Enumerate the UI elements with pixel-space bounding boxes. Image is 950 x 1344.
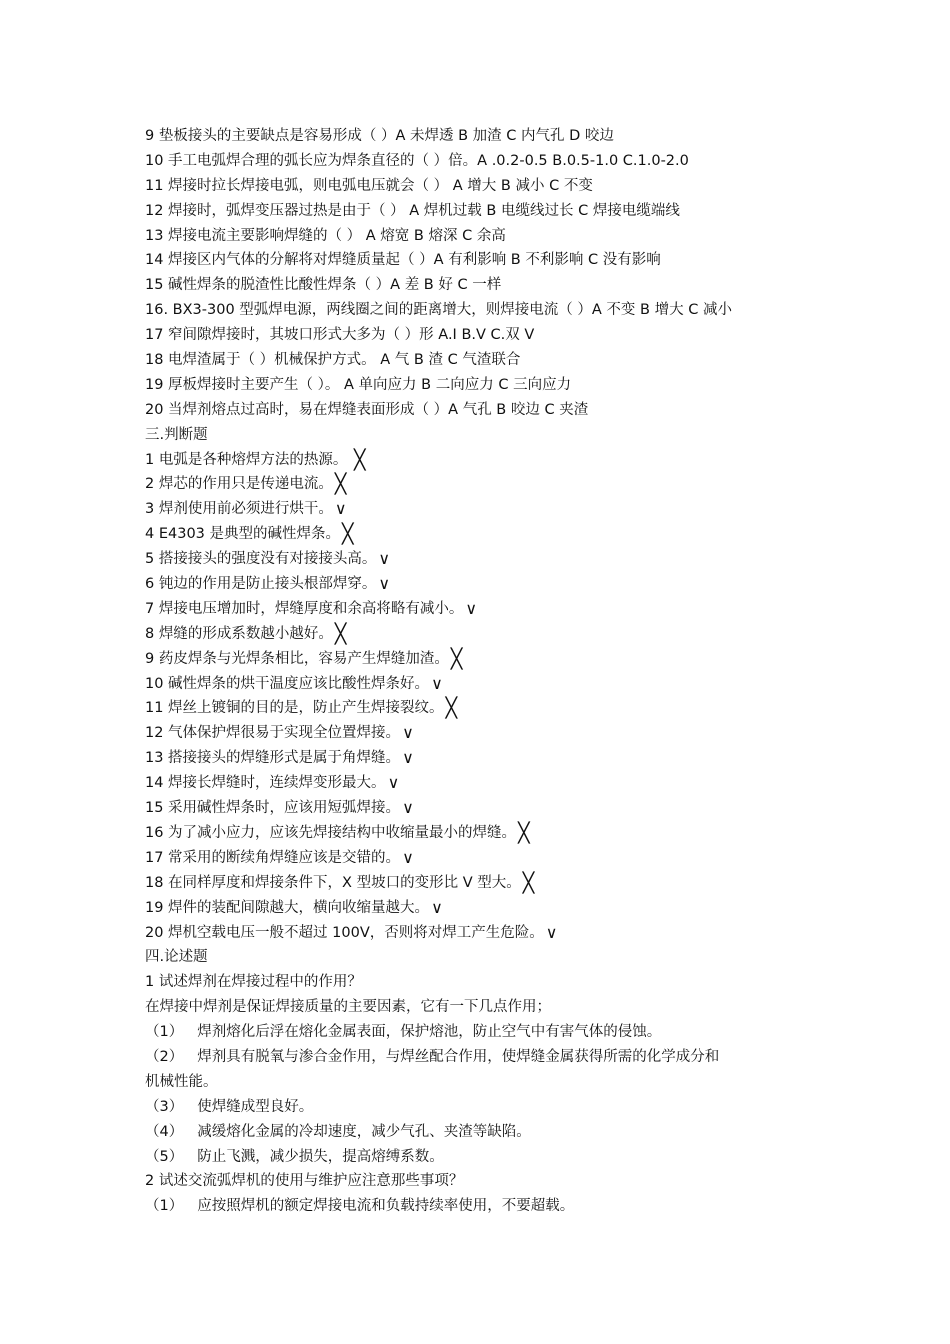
item-text: 焊剂使用前必须进行烘干。 — [154, 501, 333, 518]
check-mark-icon: ∨ — [545, 922, 558, 942]
item-number: 19 — [145, 899, 164, 916]
item-number: 20 — [145, 924, 164, 941]
point-text: 应按照焊机的额定焊接电流和负载持续率使用，不要超载。 — [197, 1198, 575, 1215]
item-number: 1 — [145, 451, 155, 468]
point-text: 焊剂熔化后浮在熔化金属表面，保护熔池，防止空气中有害气体的侵蚀。 — [197, 1024, 662, 1041]
choice-question-12 — [145, 199, 815, 224]
item-text: 搭接接头的强度没有对接接头高。 — [154, 551, 377, 568]
item-number: 15 — [145, 800, 164, 817]
item-text: 搭接接头的焊缝形式是属于角焊缝。 — [163, 750, 401, 767]
item-number: 17 — [145, 849, 164, 866]
choice-question-19 — [145, 373, 815, 398]
item-text: E4303 是典型的碱性焊条。 — [154, 526, 341, 543]
judgement-section-heading: 三.判断题 — [145, 426, 208, 443]
question-text: 手工电弧焊合理的弧长应为焊条直径的（ ）倍。A .0.2-0.5 B.0.5-1.0 C.1.0-2.0 — [163, 152, 689, 169]
question-number: 19 — [145, 376, 164, 393]
question-number: 10 — [145, 152, 164, 169]
question-text: 垫板接头的主要缺点是容易形成（ ）A 未焊透 B 加渣 C 内气孔 D 咬边 — [154, 128, 614, 144]
judgement-item-19 — [145, 896, 815, 921]
point-label: （4） — [145, 1123, 184, 1140]
item-text: 焊丝上镀铜的目的是，防止产生焊接裂纹。 — [163, 700, 444, 717]
essay-answer-point-3 — [145, 1095, 815, 1120]
cross-mark-icon: ╳ — [342, 523, 354, 546]
cross-mark-icon: ╳ — [445, 697, 458, 720]
question-number: 13 — [145, 227, 164, 244]
cross-mark-icon: ╳ — [353, 448, 366, 471]
judgement-item-13 — [145, 746, 815, 771]
item-text: 气体保护焊很易于实现全位置焊接。 — [163, 725, 401, 742]
document-content — [145, 124, 815, 1219]
essay-answer-intro: 在焊接中焊剂是保证焊接质量的主要因素，它有一下几点作用； — [145, 999, 551, 1016]
item-text: 焊机空载电压一般不超过 100V，否则将对焊工产生危险。 — [163, 924, 544, 941]
judgement-item-5 — [145, 547, 815, 572]
choice-question-14 — [145, 248, 815, 273]
point-text: 减缓熔化金属的冷却速度，减少气孔、夹渣等缺陷。 — [197, 1123, 531, 1140]
item-number: 13 — [145, 750, 164, 767]
check-mark-icon: ∨ — [465, 598, 478, 618]
judgement-item-12 — [145, 721, 815, 746]
item-text: 常采用的断续角焊缝应该是交错的。 — [163, 849, 401, 866]
item-text: 采用碱性焊条时，应该用短弧焊接。 — [163, 800, 401, 817]
check-mark-icon: ∨ — [431, 673, 443, 693]
question-text: 焊接电流主要影响焊缝的（ ） A 熔宽 B 熔深 C 余高 — [163, 227, 506, 244]
cross-mark-icon: ╳ — [334, 622, 347, 645]
item-text: 药皮焊条与光焊条相比，容易产生焊缝加渣。 — [154, 650, 449, 667]
judgement-item-8 — [145, 622, 815, 647]
essay-section-heading: 四.论述题 — [145, 949, 208, 966]
question-text: 碱性焊条的脱渣性比酸性焊条（ ）A 差 B 好 C 一样 — [163, 277, 502, 294]
check-mark-icon: ∨ — [402, 748, 414, 768]
question-number: 12 — [145, 202, 164, 219]
judgement-item-10 — [145, 672, 815, 697]
question-number: 16. — [145, 302, 169, 319]
point-text: 焊剂具有脱氧与渗合金作用，与焊丝配合作用，使焊缝金属获得所需的化学成分和 — [197, 1048, 720, 1065]
choice-question-20 — [145, 398, 815, 423]
item-number: 8 — [145, 625, 155, 642]
judgement-item-18 — [145, 871, 815, 896]
judgement-item-15 — [145, 796, 815, 821]
judgement-item-1 — [145, 448, 815, 473]
choice-question-11 — [145, 174, 815, 199]
question-number: 18 — [145, 352, 164, 369]
item-text: 焊芯的作用只是传递电流。 — [154, 476, 333, 493]
check-mark-icon: ∨ — [402, 723, 414, 743]
cross-mark-icon: ╳ — [334, 473, 347, 496]
question-text: 电焊渣属于（ ）机械保护方式。 A 气 B 渣 C 气渣联合 — [163, 352, 521, 369]
check-mark-icon: ∨ — [431, 897, 443, 917]
judgement-item-16 — [145, 821, 815, 846]
choice-question-9 — [145, 124, 815, 149]
point-label: （5） — [145, 1148, 184, 1165]
essay-answer-point-1 — [145, 1020, 815, 1045]
item-text: 焊件的装配间隙越大，横向收缩量越大。 — [163, 899, 430, 916]
judgement-item-17 — [145, 846, 815, 871]
question-number: 9 — [145, 128, 155, 144]
question-number: 14 — [145, 252, 164, 269]
question-text: 焊接区内气体的分解将对焊缝质量起（ ）A 有利影响 B 不利影响 C 没有影响 — [163, 252, 661, 269]
item-text: 在同样厚度和焊接条件下，X 型坡口的变形比 V 型大。 — [163, 874, 521, 891]
judgement-item-20 — [145, 921, 815, 946]
choice-question-17 — [145, 323, 815, 348]
item-text: 电弧是各种熔焊方法的热源。 — [154, 451, 352, 468]
judgement-item-4 — [145, 522, 815, 547]
check-mark-icon: ∨ — [378, 549, 391, 569]
question-number: 11 — [145, 177, 164, 194]
item-text: 碱性焊条的烘干温度应该比酸性焊条好。 — [163, 675, 430, 692]
item-number: 2 — [145, 476, 155, 493]
judgement-item-2 — [145, 472, 815, 497]
item-number: 10 — [145, 675, 164, 692]
choice-question-15 — [145, 273, 815, 298]
question-text: 焊接时，弧焊变压器过热是由于（ ） A 焊机过载 B 电缆线过长 C 焊接电缆端线 — [163, 202, 680, 219]
question-number: 15 — [145, 277, 164, 294]
item-number: 7 — [145, 600, 155, 617]
question-number: 17 — [145, 327, 164, 344]
choice-question-18 — [145, 348, 815, 373]
choice-question-10 — [145, 149, 815, 174]
point-text: 防止飞溅，减少损失，提高熔缚系数。 — [197, 1148, 444, 1165]
choice-question-13 — [145, 224, 815, 249]
item-number: 12 — [145, 725, 164, 742]
cross-mark-icon: ╳ — [518, 821, 530, 844]
cross-mark-icon: ╳ — [450, 647, 463, 670]
question-text: 厚板焊接时主要产生（ ）。 A 单向应力 B 二向应力 C 三向应力 — [163, 376, 572, 393]
check-mark-icon: ∨ — [402, 798, 414, 818]
item-number: 6 — [145, 576, 155, 593]
point-label: （2） — [145, 1048, 184, 1065]
item-text: 为了减小应力，应该先焊接结构中收缩量最小的焊缝。 — [163, 824, 517, 841]
point-text: 机械性能。 — [145, 1073, 218, 1090]
point-text: 使焊缝成型良好。 — [197, 1098, 314, 1115]
judgement-item-6 — [145, 572, 815, 597]
item-text: 钝边的作用是防止接头根部焊穿。 — [154, 576, 377, 593]
essay-answer-point-2 — [145, 1045, 815, 1070]
item-number: 5 — [145, 551, 155, 568]
judgement-item-7 — [145, 597, 815, 622]
question-text: 焊接时拉长焊接电弧，则电弧电压就会（ ） A 增大 B 减小 C 不变 — [163, 177, 593, 194]
essay-answer-point-2-continued — [145, 1070, 815, 1095]
item-number: 16 — [145, 824, 164, 841]
question-number: 20 — [145, 401, 164, 418]
essay-question-2: 2 试述交流弧焊机的使用与维护应注意那些事项？ — [145, 1173, 464, 1190]
essay-answer-point-5 — [145, 1145, 815, 1170]
question-text: 窄间隙焊接时，其坡口形式大多为（ ）形 A.I B.V C.双 V — [163, 327, 535, 344]
check-mark-icon: ∨ — [378, 574, 391, 594]
judgement-item-11 — [145, 696, 815, 721]
judgement-item-14 — [145, 771, 815, 796]
point-label: （1） — [145, 1024, 184, 1041]
item-number: 9 — [145, 650, 155, 667]
judgement-item-3 — [145, 497, 815, 522]
item-number: 3 — [145, 501, 155, 518]
question-text: 当焊剂熔点过高时，易在焊缝表面形成（ ）A 气孔 B 咬边 C 夹渣 — [163, 401, 589, 418]
essay-q2-point-1 — [145, 1194, 815, 1219]
item-number: 4 — [145, 526, 155, 543]
item-number: 18 — [145, 874, 164, 891]
cross-mark-icon: ╳ — [522, 871, 535, 894]
item-number: 14 — [145, 775, 164, 792]
point-label: （3） — [145, 1098, 184, 1115]
judgement-item-9 — [145, 647, 815, 672]
item-number: 11 — [145, 700, 164, 717]
essay-answer-point-4 — [145, 1120, 815, 1145]
question-text: BX3-300 型弧焊电源，两线圈之间的距离增大，则焊接电流（ ）A 不变 B 增大 C 减小 — [168, 302, 732, 319]
item-text: 焊缝的形成系数越小越好。 — [154, 625, 333, 642]
point-label: （1） — [145, 1198, 184, 1215]
check-mark-icon: ∨ — [334, 499, 347, 519]
item-text: 焊接电压增加时，焊缝厚度和余高将略有减小。 — [154, 600, 464, 617]
check-mark-icon: ∨ — [387, 773, 400, 793]
item-text: 焊接长焊缝时，连续焊变形最大。 — [163, 775, 386, 792]
choice-question-16 — [145, 298, 815, 323]
check-mark-icon: ∨ — [402, 847, 414, 867]
essay-question-1: 1 试述焊剂在焊接过程中的作用？ — [145, 974, 362, 991]
